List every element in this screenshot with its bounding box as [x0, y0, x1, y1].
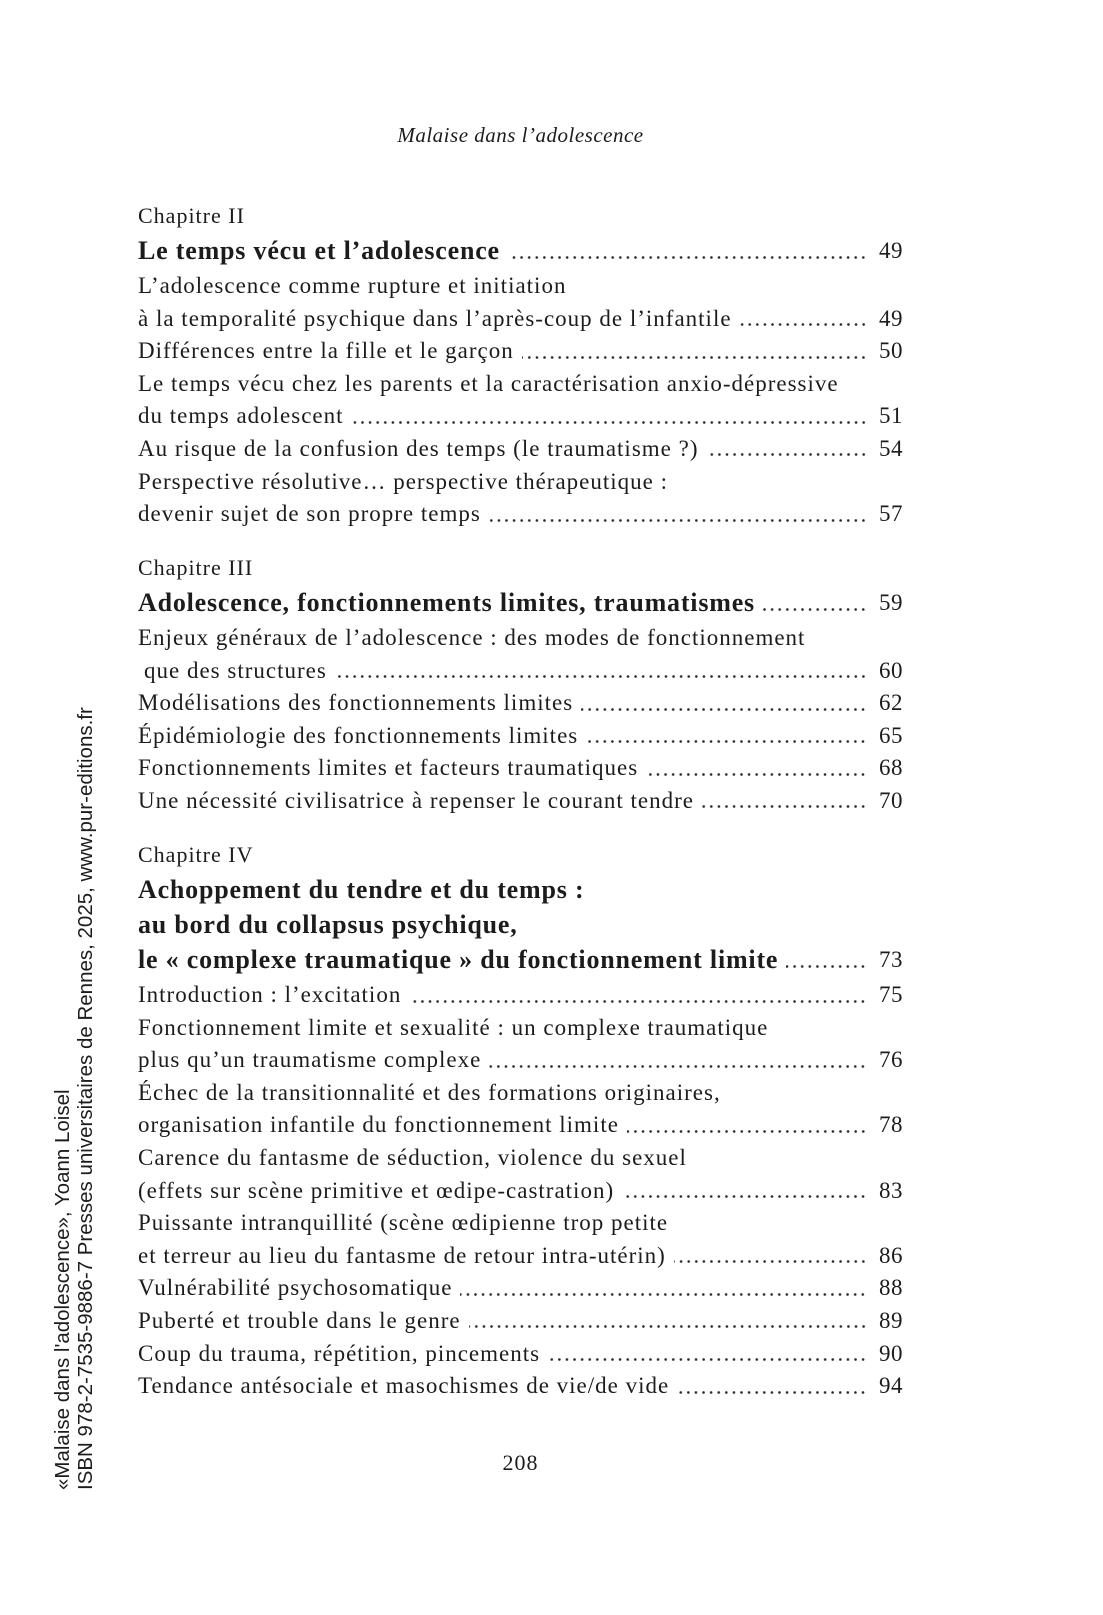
- toc-page-number: 76: [879, 1047, 903, 1073]
- chapter-section: [138, 838, 903, 1403]
- dot-leader: [677, 1370, 867, 1403]
- toc-entry-line: Échec de la transitionnalité et des formations originaires,: [138, 1079, 721, 1105]
- toc-entry-text: Différences entre la fille et le garçon: [138, 338, 514, 364]
- toc-page-number: 88: [879, 1275, 903, 1301]
- toc-page-number: 78: [879, 1112, 903, 1138]
- toc-page-number: 70: [879, 787, 903, 813]
- toc-entry-text: Vulnérabilité psychosomatique: [138, 1275, 453, 1301]
- toc-entry-list: [138, 979, 903, 1403]
- chapter-title: [138, 233, 903, 268]
- toc-entry: [138, 687, 903, 720]
- dot-leader: [469, 1305, 867, 1338]
- chapter-label: Chapitre II: [138, 203, 245, 228]
- toc-entry-row: [138, 687, 903, 720]
- toc-entry-row: [138, 1370, 903, 1403]
- toc-entry-row: [138, 752, 903, 785]
- page-number: 208: [502, 1450, 539, 1475]
- toc-entry-text: Introduction : l’excitation: [138, 982, 402, 1007]
- toc-entry-text: à la temporalité psychique dans l’après-coup de l’infantile: [138, 305, 732, 331]
- toc-page-number: 83: [879, 1177, 903, 1203]
- toc-entry: [138, 335, 903, 368]
- dot-leader: [586, 720, 867, 753]
- chapter-label: Chapitre III: [138, 555, 254, 580]
- dot-leader: [622, 1175, 867, 1208]
- toc-entry-row: [138, 1240, 903, 1273]
- toc-entry: [138, 1012, 903, 1077]
- toc-entry: [138, 752, 903, 785]
- toc-entry-row: [138, 400, 903, 433]
- toc-page-number: 68: [879, 755, 903, 781]
- toc-entry-text: du temps adolescent: [138, 403, 344, 429]
- sidebar-isbn-line: ISBN 978-2-7535-9886-7 Presses universitaires de Rennes, 2025, www.pur-editions.fr: [73, 707, 97, 1490]
- toc-entry-line: Enjeux généraux de l’adolescence : des modes de fonctionnement: [138, 625, 806, 650]
- toc-entry: [138, 1207, 903, 1272]
- toc-page-number: 50: [879, 338, 903, 364]
- toc-entry-row: [138, 335, 903, 368]
- sidebar-title-line: «Malaise dans l'adolescence», Yoann Loisel: [51, 1089, 74, 1490]
- toc-entry-row: [138, 1338, 903, 1371]
- toc-entry-text: devenir sujet de son propre temps: [138, 501, 481, 527]
- dot-leader: [674, 1240, 867, 1273]
- dot-leader: [581, 687, 867, 720]
- toc-entry-text: Tendance antésociale et masochismes de vie/de vide: [138, 1373, 670, 1399]
- chapter-title-text: Adolescence, fonctionnements limites, traumatismes: [138, 588, 755, 617]
- toc-entry-line: L’adolescence comme rupture et initiation: [138, 273, 567, 298]
- toc-page-number: 73: [879, 947, 903, 972]
- toc-entry-row: [138, 1272, 903, 1305]
- toc-page-number: 94: [879, 1373, 903, 1399]
- toc-page-number: 59: [879, 590, 903, 615]
- toc-entry: [138, 1077, 903, 1142]
- toc-entry-row: [138, 785, 903, 818]
- chapter-title-text: Achoppement du tendre et du temps :: [138, 875, 585, 904]
- toc-entry-line: Le temps vécu chez les parents et la caractérisation anxio-dépressive: [138, 370, 839, 396]
- toc-entry-row: [138, 1044, 903, 1077]
- chapter-title-row: [138, 942, 903, 977]
- toc-entry-row: [138, 303, 903, 336]
- toc-entry-row: [138, 720, 903, 753]
- chapter-section: [138, 199, 903, 531]
- dot-leader: [508, 233, 867, 268]
- toc-entry: [138, 433, 903, 466]
- dot-leader: [489, 498, 867, 531]
- toc-entry: [138, 720, 903, 753]
- toc-entry: [138, 622, 903, 687]
- dot-leader: [702, 785, 867, 818]
- toc-entry: [138, 979, 903, 1012]
- chapter-title-text: le « complexe traumatique » du fonctionnement limite: [138, 945, 779, 974]
- toc-entry-row: [138, 433, 903, 466]
- toc-entry-text: Modélisations des fonctionnements limites: [138, 690, 574, 716]
- toc-page-number: 86: [879, 1242, 903, 1268]
- chapter-title-text: Le temps vécu et l’adolescence: [138, 236, 500, 265]
- toc-entry-row: [138, 498, 903, 531]
- dot-leader: [409, 979, 867, 1012]
- dot-leader: [646, 752, 867, 785]
- dot-leader: [763, 585, 867, 620]
- toc-page-number: 62: [879, 690, 903, 716]
- toc-entry-text: que des structures: [144, 657, 327, 683]
- toc-entry-text: Une nécessité civilisatrice à repenser le courant tendre: [138, 787, 695, 813]
- toc-entry-text: (effets sur scène primitive et œdipe-castration): [138, 1177, 615, 1203]
- toc-page-number: 49: [879, 305, 903, 331]
- toc-page-number: 54: [879, 435, 903, 461]
- toc-entry-line: Fonctionnement limite et sexualité : un complexe traumatique: [138, 1014, 769, 1040]
- toc-page-number: 89: [879, 1307, 903, 1333]
- toc-entry-list: [138, 270, 903, 531]
- toc-page-number: 90: [879, 1340, 903, 1366]
- toc-entry: [138, 1338, 903, 1371]
- dot-leader: [740, 303, 867, 336]
- toc-entry-line: Perspective résolutive… perspective thérapeutique :: [138, 468, 668, 494]
- toc-page-number: 57: [879, 501, 903, 527]
- toc-entry: [138, 1142, 903, 1207]
- dot-leader: [548, 1338, 867, 1371]
- toc-entry-text: et terreur au lieu du fantasme de retour intra-utérin): [138, 1242, 666, 1268]
- dot-leader: [489, 1044, 867, 1077]
- dot-leader: [352, 400, 867, 433]
- toc-entry-row: [138, 1109, 903, 1142]
- toc-entry-row: [138, 1305, 903, 1338]
- toc-entry: [138, 1370, 903, 1403]
- copyright-sidebar: [52, 707, 97, 1490]
- toc-entry-line: Carence du fantasme de séduction, violence du sexuel: [138, 1144, 687, 1170]
- toc-entry-text: Coup du trauma, répétition, pincements: [138, 1340, 541, 1366]
- chapter-section: [138, 551, 903, 818]
- chapter-label: Chapitre IV: [138, 842, 254, 867]
- toc-entry-line: Puissante intranquillité (scène œdipienne trop petite: [138, 1210, 669, 1236]
- toc-page-number: 51: [879, 403, 903, 429]
- toc-entry-row: [138, 979, 903, 1012]
- toc-entry-text: Au risque de la confusion des temps (le traumatisme ?): [138, 435, 699, 461]
- toc-entry-text: Épidémiologie des fonctionnements limites: [138, 722, 579, 748]
- chapter-title: [138, 585, 903, 620]
- toc-page-number: 60: [879, 657, 903, 683]
- toc-entry: [138, 1305, 903, 1338]
- toc-page-number: 65: [879, 722, 903, 748]
- toc-entry-text: Puberté et trouble dans le genre: [138, 1307, 461, 1333]
- toc-entry-list: [138, 622, 903, 818]
- dot-leader: [707, 433, 868, 466]
- dot-leader: [335, 655, 867, 688]
- toc-entry-text: plus qu’un traumatisme complexe: [138, 1047, 482, 1073]
- toc-page-number: 49: [879, 238, 903, 263]
- toc-entry: [138, 1272, 903, 1305]
- toc-entry: [138, 785, 903, 818]
- dot-leader: [627, 1109, 867, 1142]
- chapter-title-text: au bord du collapsus psychique,: [138, 910, 518, 939]
- toc-entry: [138, 368, 903, 433]
- toc-entry: [138, 270, 903, 335]
- toc-entry: [138, 466, 903, 531]
- chapter-title: [138, 872, 903, 977]
- toc-entry-text: organisation infantile du fonctionnement limite: [138, 1112, 619, 1138]
- dot-leader: [522, 335, 867, 368]
- toc-page-number: 75: [879, 982, 903, 1007]
- toc-entry-row: [138, 1175, 903, 1208]
- toc-entry-text: Fonctionnements limites et facteurs traumatiques: [138, 755, 639, 781]
- running-header: Malaise dans l’adolescence: [397, 123, 644, 147]
- dot-leader: [786, 942, 867, 977]
- dot-leader: [460, 1272, 867, 1305]
- toc-entry-row: [138, 655, 903, 688]
